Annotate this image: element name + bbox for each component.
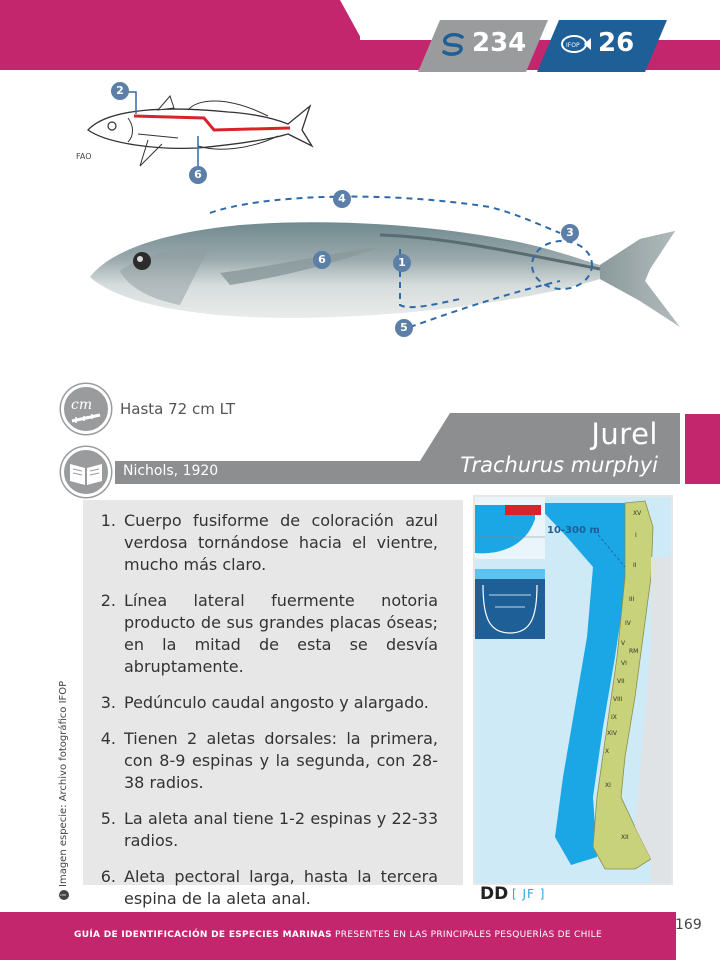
region-label: VIII (613, 696, 623, 703)
info-icon: i (59, 890, 69, 900)
footer-text (0, 930, 676, 940)
footer-title: GUÍA DE IDENTIFICACIÓN DE ESPECIES MARINAS (74, 930, 332, 940)
photo-credit (58, 681, 69, 900)
header-slant (340, 0, 362, 40)
photo-marker-4: 4 (333, 190, 351, 208)
item-number: 3. (100, 693, 116, 712)
region-label: RM (629, 648, 639, 655)
size-ruler-icon (61, 384, 111, 434)
region-label: II (633, 562, 637, 569)
photo-marker-6: 6 (313, 251, 331, 269)
item-number: 6. (100, 867, 116, 886)
region-label: XII (621, 834, 629, 841)
svg-text:IFOP: IFOP (566, 42, 580, 49)
region-label: VI (621, 660, 627, 667)
item-text: Pedúnculo caudal angosto y alargado. (124, 693, 429, 712)
species-author: Nichols, 1920 (123, 463, 219, 479)
item-text: Cuerpo fusiforme de coloración azul verdosa tornándose hacia el vientre, mucho más claro. (124, 511, 438, 574)
code-grey-number: 234 (472, 28, 527, 58)
region-label: XV (633, 510, 642, 517)
item-text: Tienen 2 aletas dorsales: la primera, con 8-9 espinas y la segunda, con 28-38 radios. (124, 729, 438, 792)
photo-marker-3: 3 (561, 224, 579, 242)
ifop-fish-icon (560, 33, 592, 55)
svg-text:cm: cm (71, 397, 93, 413)
region-label: X (605, 748, 610, 755)
item-number: 2. (100, 591, 116, 610)
region-label: V (621, 640, 626, 647)
fao-source-label: FAO (76, 152, 92, 161)
side-tab (685, 414, 720, 484)
common-name: Jurel (591, 417, 658, 451)
description-item (96, 728, 438, 794)
fish-body-shape (90, 222, 680, 327)
region-label: VII (617, 678, 625, 685)
description-list (96, 510, 438, 924)
region-label: IX (611, 714, 617, 721)
region-label: XIV (607, 730, 617, 737)
fish-photo (80, 185, 680, 345)
conservation-status: DD (480, 884, 509, 904)
max-size-text: Hasta 72 cm LT (120, 400, 236, 418)
region-label: IV (625, 620, 631, 627)
depth-range-label: 10-300 m (547, 525, 600, 536)
item-number: 5. (100, 809, 116, 828)
scientific-name: Trachurus murphyi (460, 453, 658, 477)
s-logo-icon (440, 33, 468, 57)
item-text: Línea lateral fuermente notoria producto de sus grandes placas óseas; en la mitad de esta se desvía abruptamente. (124, 591, 438, 676)
description-item (96, 590, 438, 678)
item-text: Aleta pectoral larga, hasta la tercera espina de la aleta anal. (124, 867, 438, 908)
description-item (96, 808, 438, 852)
page-number: 169 (675, 917, 702, 933)
region-label: XI (605, 782, 611, 789)
photo-credit-text: Imagen especie: Archivo fotográfico IFOP (58, 680, 69, 887)
region-label: I (635, 532, 637, 539)
item-number: 4. (100, 729, 116, 748)
description-item (96, 510, 438, 576)
description-item (96, 866, 438, 910)
footer-subtitle: PRESENTES EN LAS PRINCIPALES PESQUERÍAS DE CHILE (331, 930, 602, 940)
item-text: La aleta anal tiene 1-2 espinas y 22-33 radios. (124, 809, 438, 850)
conservation-status-sub: [ JF ] (512, 887, 546, 901)
fish-outline-drawing (88, 96, 312, 166)
item-number: 1. (100, 511, 116, 530)
diagram-marker-6: 6 (189, 166, 207, 184)
diagram-marker-2: 2 (111, 82, 129, 100)
description-item (96, 692, 438, 714)
book-icon (61, 447, 111, 497)
code-blue-number: 26 (598, 28, 635, 58)
region-label: III (629, 596, 635, 603)
photo-marker-1: 1 (393, 254, 411, 272)
photo-marker-5: 5 (395, 319, 413, 337)
distribution-map (475, 497, 671, 883)
